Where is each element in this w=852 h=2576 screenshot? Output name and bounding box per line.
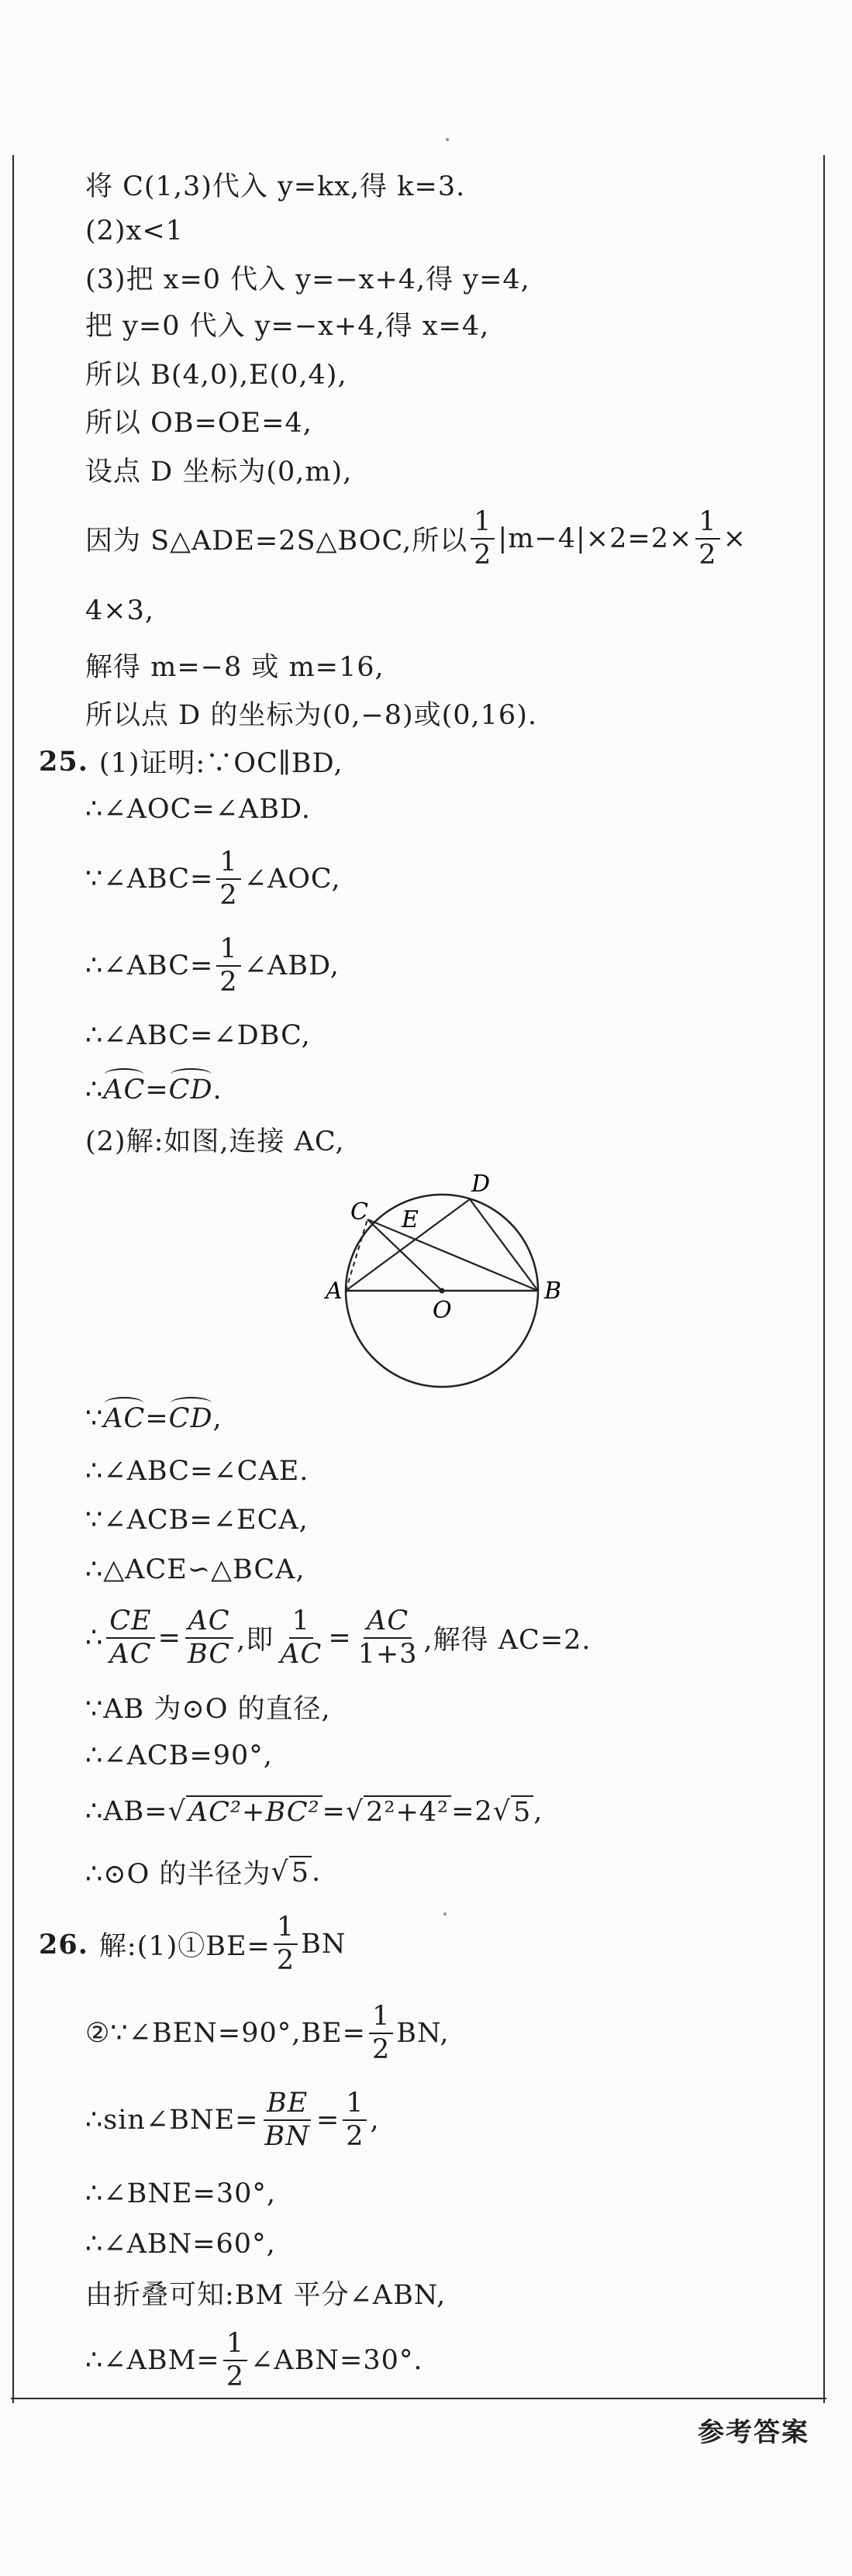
solution-line: ∴∠ABC=∠CAE. [85, 1456, 309, 1487]
solution-line: ∵ AC = CD , [85, 1403, 222, 1434]
solution-line: ∴ $\frac{CE}{AC}$ = $\frac{AC}{BC}$ ,即 $\frac{1}{AC}$ = $\frac{AC}{1+3}$ ,解得 AC=2. [85, 1605, 592, 1670]
solution-line: 25. (1)证明:∵OC∥BD, [39, 745, 343, 779]
solution-line: ∴∠AOC=∠ABD. [85, 794, 311, 825]
arc-label: CD [168, 1403, 213, 1434]
circle-figure [326, 1159, 562, 1399]
solution-line: ∴⊙O 的半径为 √ 5 . [85, 1857, 322, 1890]
solution-line: ∴∠ABC=∠DBC, [85, 1020, 311, 1051]
speck [446, 138, 449, 141]
solution-line: 所以 OB=OE=4, [85, 408, 312, 439]
fraction: $\frac{AC}{1+3}$ [357, 1605, 418, 1670]
solution-line: 因为 S△ADE=2S△BOC,所以 $\frac{1}{2}$ |m−4|×2=2× $\frac{1}{2}$ × [85, 506, 747, 571]
fraction: $\frac{1}{2}$ [695, 508, 719, 570]
solution-line: (3)把 x=0 代入 y=−x+4,得 y=4, [85, 264, 530, 295]
solution-line: 所以 B(4,0),E(0,4), [85, 360, 347, 391]
solution-line: ∴∠ABM= $\frac{1}{2}$ ∠ABN=30°. [85, 2328, 423, 2392]
solution-line: 解得 m=−8 或 m=16, [85, 652, 385, 683]
solution-line: ∴ AC = CD . [85, 1074, 222, 1105]
solution-line: 把 y=0 代入 y=−x+4,得 x=4, [85, 311, 490, 342]
question-number: 25. [39, 745, 88, 778]
solution-line: 所以点 D 的坐标为(0,−8)或(0,16). [85, 700, 537, 731]
radicand: AC²+BC² [186, 1795, 323, 1828]
solution-line: ∴∠ABC= $\frac{1}{2}$ ∠ABD, [85, 933, 340, 998]
fraction: $\frac{AC}{BC}$ [185, 1607, 233, 1669]
bottom-border [11, 2398, 826, 2399]
solution-line: (2)x<1 [85, 216, 184, 247]
solution-line: ∴△ACE∽△BCA, [85, 1554, 305, 1585]
fraction: $\frac{1}{AC}$ [280, 1605, 323, 1670]
right-border [823, 155, 825, 2403]
fraction: $\frac{1}{2}$ [471, 508, 495, 570]
solution-line: ∴sin∠BNE= $\frac{BE}{BN}$ = $\frac{1}{2}$ , [85, 2088, 380, 2152]
label-c: C [350, 1198, 368, 1226]
arc-label: CD [168, 1074, 213, 1105]
solution-line: 26. 解:(1)①BE= $\frac{1}{2}$ BN [39, 1912, 347, 1976]
solution-line: 由折叠可知:BM 平分∠ABN, [85, 2280, 447, 2311]
solution-line: ∵∠ABC= $\frac{1}{2}$ ∠AOC, [85, 847, 341, 911]
radicand: 5 [289, 1856, 312, 1888]
fraction: $\frac{1}{2}$ [343, 2089, 367, 2151]
speck [443, 1912, 447, 1916]
label-b: B [544, 1278, 562, 1305]
fraction: $\frac{1}{2}$ [216, 848, 240, 910]
center-point-o [440, 1288, 445, 1294]
fraction: $\frac{1}{2}$ [216, 935, 240, 997]
solution-line: ∴AB= √ AC²+BC² = √ 2²+4² =2 √ 5 , [85, 1796, 543, 1828]
radicand: 2²+4² [364, 1795, 451, 1828]
question-number: 26. [39, 1928, 88, 1960]
solution-line: ∵∠ACB=∠ECA, [85, 1505, 309, 1536]
solution-line: ∴∠ACB=90°, [85, 1740, 273, 1771]
fraction: $\frac{BE}{BN}$ [264, 2088, 310, 2152]
solution-line: ②∵∠BEN=90°,BE= $\frac{1}{2}$ BN, [85, 2001, 450, 2065]
page-footer: 参考答案 [698, 2417, 809, 2448]
solution-line: 设点 D 坐标为(0,m), [85, 457, 353, 488]
label-e: E [402, 1206, 419, 1233]
left-border [12, 155, 14, 2403]
fraction: $\frac{1}{2}$ [274, 1913, 298, 1975]
fraction: $\frac{1}{2}$ [369, 2002, 393, 2064]
label-d: D [471, 1171, 491, 1198]
solution-line: (2)解:如图,连接 AC, [85, 1126, 345, 1157]
solution-line: ∵AB 为⊙O 的直径, [85, 1694, 331, 1725]
arc-label: AC [103, 1074, 146, 1105]
fraction: $\frac{CE}{AC}$ [106, 1607, 154, 1669]
radicand: 5 [511, 1795, 533, 1828]
fraction: $\frac{1}{2}$ [223, 2329, 247, 2392]
segment-ac-dashed [346, 1219, 367, 1291]
solution-line: ∴∠ABN=60°, [85, 2229, 276, 2260]
arc-label: AC [103, 1403, 146, 1434]
label-o: O [433, 1297, 452, 1324]
solution-line: 将 C(1,3)代入 y=kx,得 k=3. [85, 171, 466, 202]
solution-line: ∴∠BNE=30°, [85, 2178, 276, 2209]
label-a: A [326, 1278, 343, 1305]
solution-line: 4×3, [85, 595, 154, 626]
